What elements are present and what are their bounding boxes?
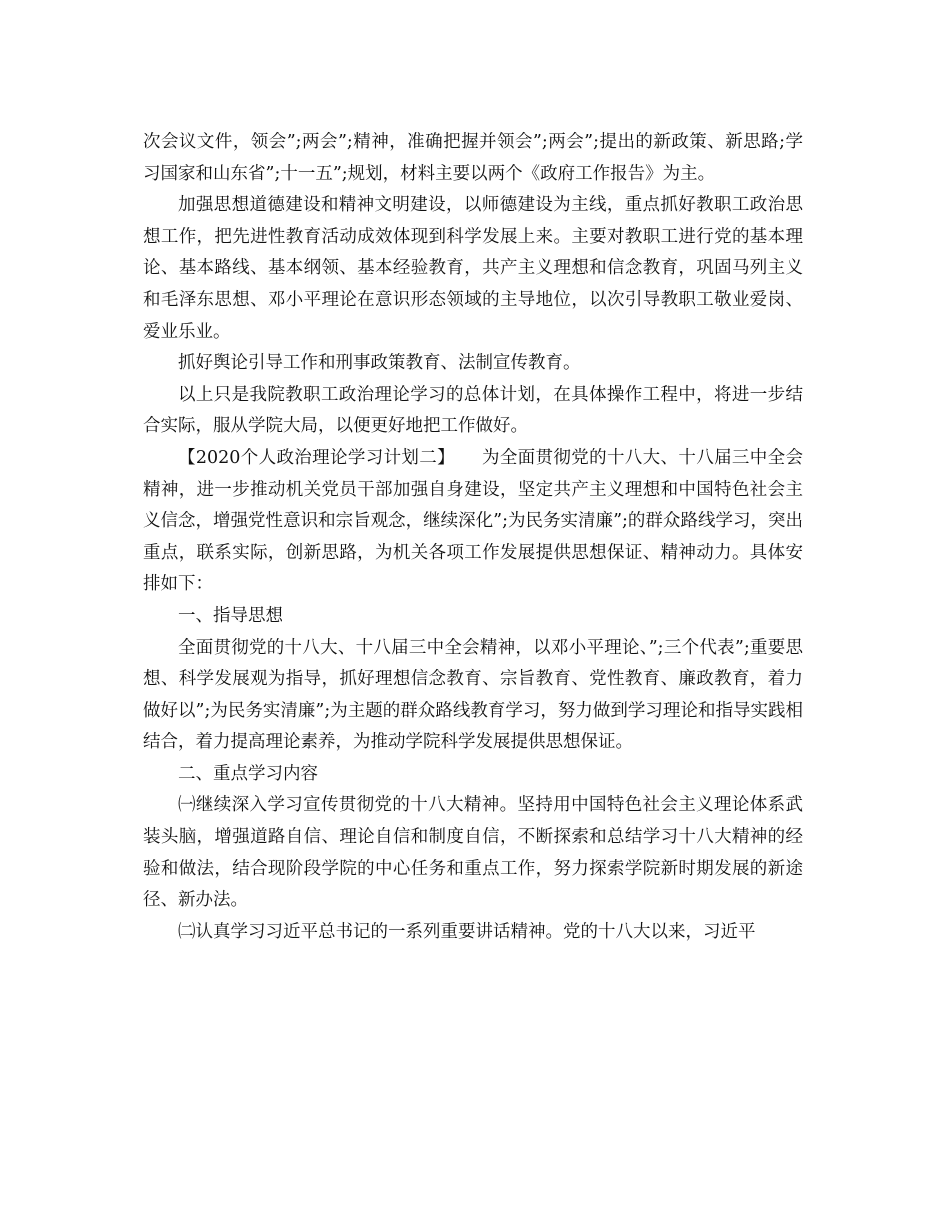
heading-key-content: 二、重点学习内容 [178,763,318,784]
paragraph-continuation: 次会议文件，领会”;两会”;精神，准确把握并领会”;两会”;提出的新政策、新思路;学习国家和山东省”;十一五”;规划，材料主要以两个《政府工作报告》为主。 [143,132,803,184]
paragraph-guiding-ideology: 全面贯彻党的十八大、十八届三中全会精神，以邓小平理论、”;三个代表”;重要思想、科学发展观为指导，抓好理想信念教育、宗旨教育、党性教育、廉政教育，着力做好以”;为民务实清廉”;为主题的群众路线教育学习，努力做到学习理论和指导实践相结合，着力提高理论素养，为推动学院科学发展提供思想保证。 [143,637,803,753]
paragraph-item-one: ㈠继续深入学习宣传贯彻党的十八大精神。坚持用中国特色社会主义理论体系武装头脑，增强道路自信、理论自信和制度自信，不断探索和总结学习十八大精神的经验和做法，结合现阶段学院的中心任务和重点工作，努力探索学院新时期发展的新途径、新办法。 [143,795,803,911]
paragraph-item-two: ㈡认真学习习近平总书记的一系列重要讲话精神。党的十八大以来，习近平 [178,921,756,942]
document-body [143,127,803,948]
paragraph-moral-construction: 加强思想道德建设和精神文明建设，以师德建设为主线，重点抓好教职工政治思想工作，把先进性教育活动成效体现到科学发展上来。主要对教职工进行党的基本理论、基本路线、基本纲领、基本经验教育，共产主义理想和信念教育，巩固马列主义和毛泽东思想、邓小平理论在意识形态领域的主导地位，以次引导教职工敬业爱岗、爱业乐业。 [143,195,803,342]
heading-guiding-ideology: 一、指导思想 [178,605,283,626]
paragraph-plan-two-intro: 【2020个人政治理论学习计划二】 为全面贯彻党的十八大、十八届三中全会精神，进一步推动机关党员干部加强自身建设，坚定共产主义理想和中国特色社会主义信念，增强党性意识和宗旨观念，继续深化”;为民务实清廉”;的群众路线学习，突出重点，联系实际，创新思路，为机关各项工作发展提供思想保证、精神动力。具体安排如下： [143,447,803,595]
paragraph-public-opinion: 抓好舆论引导工作和刑事政策教育、法制宣传教育。 [178,353,581,374]
paragraph-summary: 以上只是我院教职工政治理论学习的总体计划，在具体操作工程中，将进一步结合实际，服从学院大局，以便更好地把工作做好。 [143,384,803,437]
